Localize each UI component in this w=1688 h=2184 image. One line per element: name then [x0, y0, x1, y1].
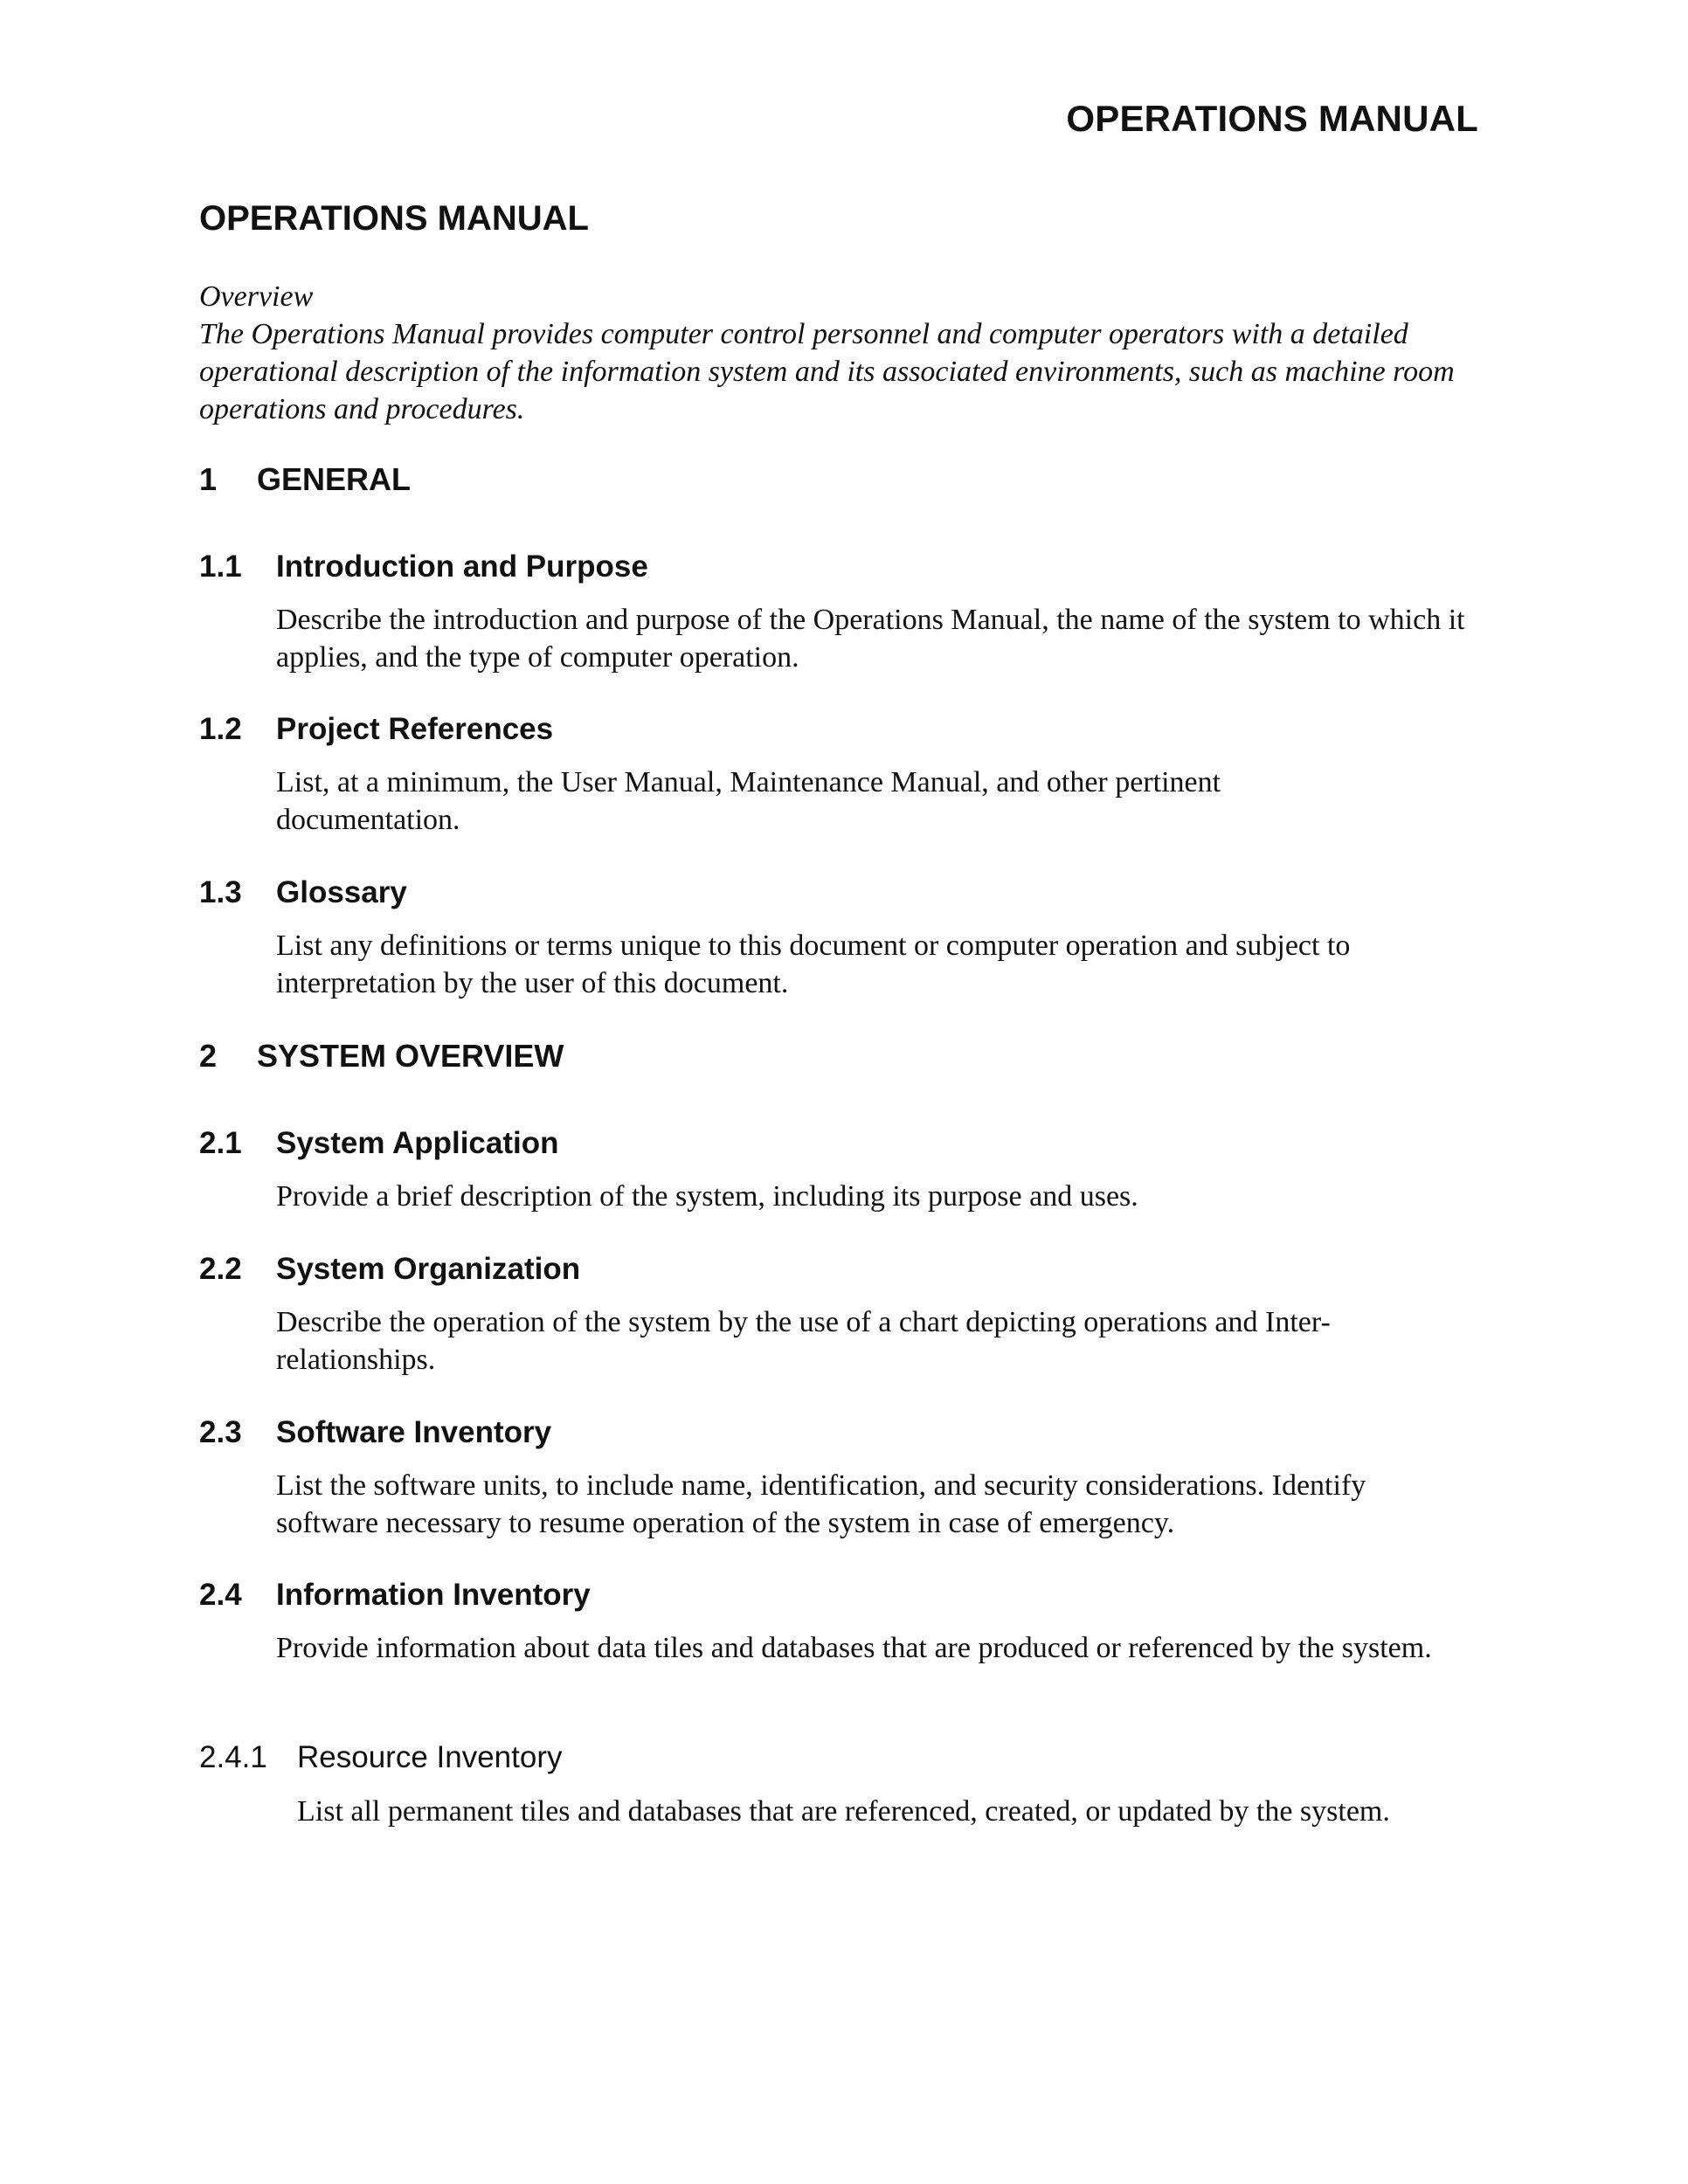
section-1-1-body: Describe the introduction and purpose of the Operations Manual, the name of the system to which it applies, and the type of computer operation.: [276, 604, 1465, 674]
section-title: SYSTEM OVERVIEW: [257, 1038, 564, 1074]
section-number: 2.4: [199, 1578, 242, 1612]
section-2-4-1-body: List all permanent tiles and databases that are referenced, created, or updated by the system.: [297, 1795, 1390, 1828]
section-title: System Application: [276, 1126, 559, 1160]
section-2-4-body-block: [199, 1629, 1484, 1667]
section-1-2-body: List, at a minimum, the User Manual, Maintenance Manual, and other pertinent documentation.: [276, 766, 1221, 836]
section-2-heading: [199, 1037, 1484, 1075]
overview-block: [199, 278, 1484, 428]
section-number: 2.1: [199, 1126, 242, 1160]
section-2-2-body-block: [199, 1303, 1484, 1379]
section-number: 1.3: [199, 875, 242, 909]
section-2-4-1-body-block: [199, 1793, 1484, 1830]
section-1-3-body-block: [199, 927, 1484, 1002]
section-2-3-body: List the software units, to include name, identification, and security considerations. Identify software necessary to resume operation of the system in case of emergency.: [276, 1469, 1366, 1539]
section-number: 1.1: [199, 549, 242, 584]
section-1-3: [199, 874, 1484, 911]
section-2-1-body: Provide a brief description of the system, including its purpose and uses.: [276, 1180, 1138, 1213]
section-1-2: [199, 711, 1484, 748]
section-1-2-heading: [199, 711, 1484, 748]
section-number: 2.3: [199, 1415, 242, 1449]
running-header: OPERATIONS MANUAL: [1066, 98, 1478, 139]
section-title: Information Inventory: [276, 1578, 591, 1612]
section-2: [199, 1037, 1484, 1075]
overview-label: Overview: [199, 280, 314, 313]
section-2-4-heading: [199, 1577, 1484, 1614]
section-1: [199, 460, 1484, 498]
section-number: 1.2: [199, 712, 242, 746]
section-title: Introduction and Purpose: [276, 549, 648, 584]
section-2-2: [199, 1251, 1484, 1288]
section-1-1: [199, 549, 1484, 585]
section-title: GENERAL: [257, 461, 412, 497]
section-2-3-heading: [199, 1414, 1484, 1451]
section-1-3-heading: [199, 874, 1484, 911]
section-2-3-body-block: [199, 1467, 1484, 1542]
section-2-1-heading: [199, 1125, 1484, 1162]
section-2-4-1: [199, 1739, 1484, 1776]
section-number: 2.4.1: [199, 1740, 267, 1774]
section-2-4-body: Provide information about data tiles and databases that are produced or referenced by the system.: [276, 1632, 1432, 1664]
section-number: 1: [199, 461, 218, 497]
document-title-block: [199, 197, 1484, 281]
section-title: Glossary: [276, 875, 407, 909]
section-title: Resource Inventory: [297, 1740, 563, 1774]
section-2-1: [199, 1125, 1484, 1162]
overview-text: The Operations Manual provides computer control personnel and computer operators with a detailed operational description of the information system and its associated environments, such as machine room operations and procedures.: [199, 318, 1455, 425]
section-1-1-heading: [199, 549, 1484, 585]
section-2-1-body-block: [199, 1178, 1484, 1215]
overview-paragraph: [199, 278, 1484, 428]
document-title: OPERATIONS MANUAL: [199, 199, 589, 238]
section-2-4-1-heading: [199, 1739, 1484, 1776]
section-title: System Organization: [276, 1252, 581, 1286]
section-1-3-body: List any definitions or terms unique to this document or computer operation and subject to interpretation by the user of this document.: [276, 930, 1351, 999]
section-2-4: [199, 1577, 1484, 1614]
section-2-3: [199, 1414, 1484, 1451]
section-1-heading: [199, 460, 1484, 498]
section-1-1-body-block: [199, 601, 1484, 676]
section-number: 2: [199, 1038, 218, 1074]
section-2-2-body: Describe the operation of the system by the use of a chart depicting operations and Inter-relationships.: [276, 1306, 1331, 1376]
section-number: 2.2: [199, 1252, 242, 1286]
section-1-2-body-block: [199, 764, 1484, 839]
section-2-2-heading: [199, 1251, 1484, 1288]
section-title: Software Inventory: [276, 1415, 552, 1449]
section-title: Project References: [276, 712, 554, 746]
